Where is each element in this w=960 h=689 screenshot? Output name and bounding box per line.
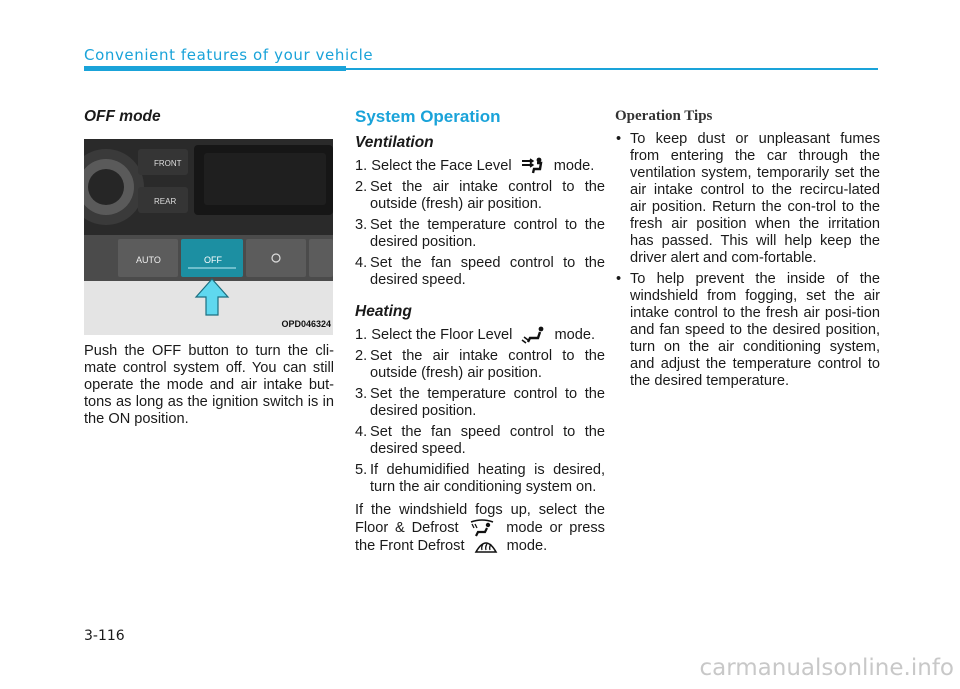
header-title: Convenient features of your vehicle — [84, 46, 374, 64]
ventilation-step-1 — [355, 157, 605, 175]
operation-tips-list — [615, 131, 880, 390]
defrost-note-part-2: mode or press the Front Defrost — [355, 519, 605, 554]
climate-panel-figure — [84, 139, 333, 335]
climate-panel-photo — [84, 139, 333, 335]
heating-step-2: 2. Set the air intake control to the outside (fresh) air position. — [355, 348, 605, 381]
heating-steps — [355, 348, 605, 496]
system-operation-heading: System Operation — [355, 107, 501, 126]
heating-step-1-suffix: mode. — [554, 326, 596, 343]
heating-heading: Heating — [355, 303, 412, 320]
off-mode-heading: OFF mode — [84, 108, 161, 125]
floor-level-icon — [520, 326, 546, 344]
ventilation-step-1-text: 1. Select the Face Level — [355, 157, 512, 174]
heating-step-4: 4. Set the fan speed control to the desired speed. — [355, 424, 605, 457]
off-label: OFF — [204, 255, 222, 265]
column-off-mode — [84, 108, 334, 428]
heating-step-1-text: 1. Select the Floor Level — [355, 326, 513, 343]
tip-item: • To keep dust or unpleasant fumes from entering the car through the ventilation system, temporarily set the air intake control to the recircu-lated air position. Return the con-trol to the fresh air position when the irritation has passed. This will help keep the driver alert and com-fortable. — [616, 131, 880, 266]
floor-defrost-icon — [469, 519, 495, 537]
header-rule-thick — [84, 66, 346, 71]
ventilation-step-2: 2. Set the air intake control to the outside (fresh) air position. — [355, 179, 605, 212]
ventilation-step-3: 3. Set the temperature control to the desired position. — [355, 217, 605, 250]
ventilation-steps — [355, 179, 605, 289]
off-mode-paragraph: Push the OFF button to turn the cli-mate control system off. You can still operate the mode and air intake but-tons as long as the ignition switch is in the ON position. — [84, 343, 334, 427]
ventilation-step-1-suffix: mode. — [553, 157, 595, 174]
heating-step-3: 3. Set the temperature control to the desired position. — [355, 386, 605, 419]
front-label: FRONT — [154, 159, 182, 168]
rear-label: REAR — [154, 197, 177, 206]
watermark: carmanualsonline.info — [699, 655, 954, 681]
auto-label: AUTO — [136, 255, 161, 265]
figure-code: OPD046324 — [281, 319, 331, 329]
face-level-icon — [520, 157, 546, 175]
defrost-note-part-3: mode. — [506, 537, 548, 554]
heating-step-1 — [355, 326, 605, 344]
defrost-note — [355, 502, 605, 555]
operation-tips-heading: Operation Tips — [615, 108, 713, 124]
heating-step-5: 5. If dehumidified heating is desired, turn the air conditioning system on. — [355, 462, 605, 495]
header-rule-thin — [346, 68, 878, 70]
defrost-note-part-1: If the windshield fogs up, select the Floor & Defrost — [355, 502, 605, 536]
ventilation-heading: Ventilation — [355, 134, 434, 151]
column-operation-tips — [615, 108, 880, 394]
ventilation-step-4: 4. Set the fan speed control to the desired speed. — [355, 255, 605, 288]
front-defrost-icon — [473, 537, 499, 555]
page-number: 3-116 — [84, 628, 125, 644]
column-system-operation — [355, 108, 605, 555]
tip-item: • To help prevent the inside of the windshield from fogging, set the air intake control to the fresh air posi-tion and fan speed to the desired position, turn on the air conditioning system, and adjust the temperature control to the desired temperature. — [616, 271, 880, 389]
